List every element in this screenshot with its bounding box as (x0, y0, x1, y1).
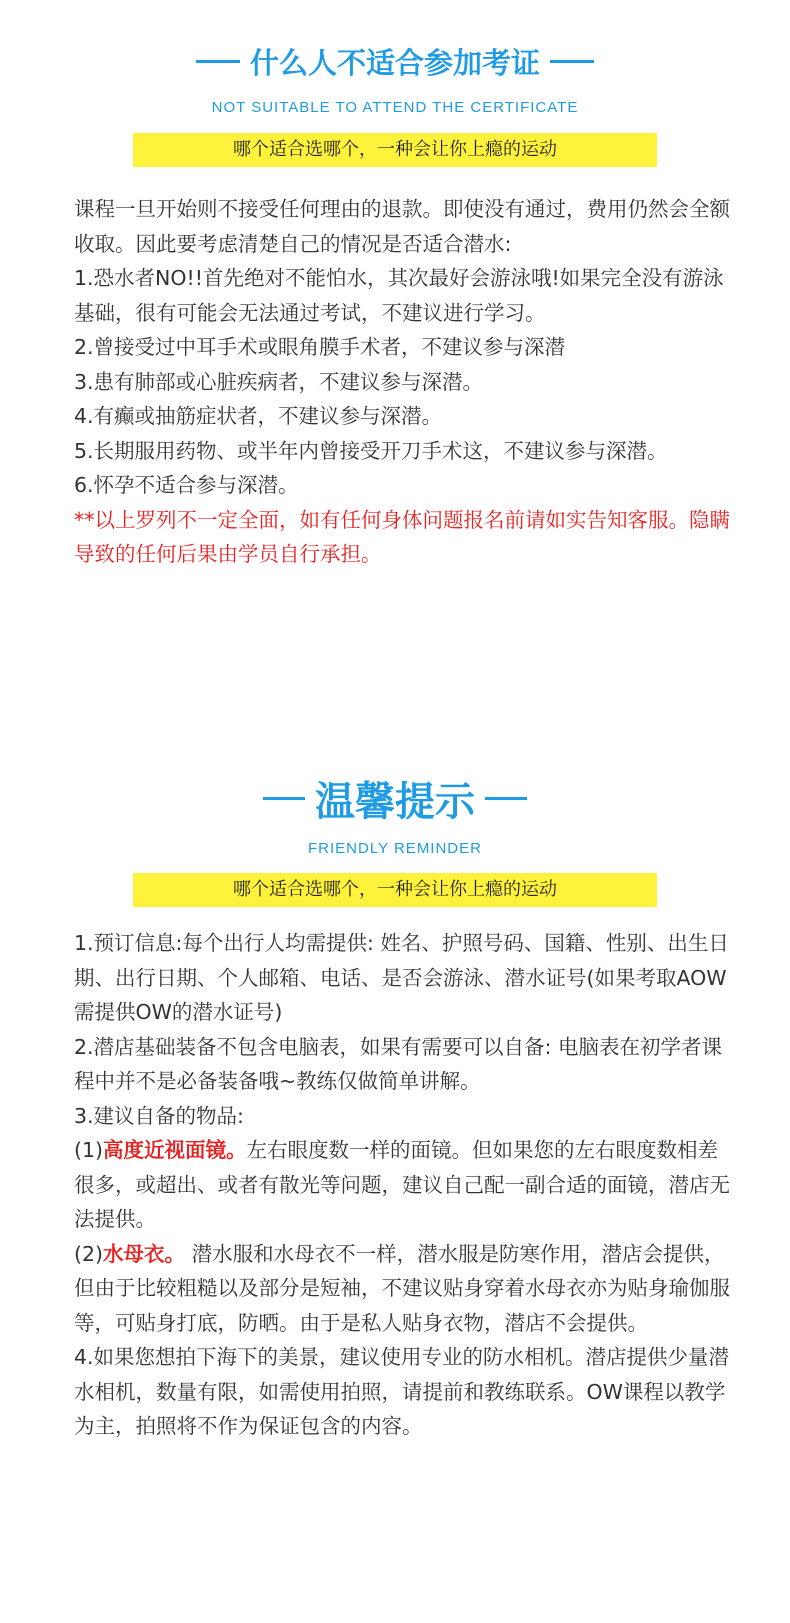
sub-item (74, 1133, 734, 1237)
list-item: 1.预订信息:每个出行人均需提供: 姓名、护照号码、国籍、性别、出生日期、出行日期、个人邮箱、电话、是否会游泳、潜水证号(如果考取AOW需提供OW的潜水证号) (74, 931, 729, 1024)
section2-subtitle: FRIENDLY REMINDER (308, 840, 482, 857)
list-item: 1.恐水者NO!!首先绝对不能怕水，其次最好会游泳哦!如果完全没有游泳基础，很有可能会无法通过考试，不建议进行学习。 (74, 266, 724, 325)
sub-item-highlight: 水母衣。 (103, 1241, 186, 1266)
sub-item-text: 左右眼度数一样的面镜。但如果您的左右眼度数相差很多，或超出、或者有散光等问题，建议自己配一副合适的面镜，潜店无法提供。 (74, 1138, 730, 1231)
list-item: 2.曾接受过中耳手术或眼角膜手术者，不建议参与深潜 (74, 335, 566, 359)
section2-title-row (0, 770, 790, 826)
section1-banner: 哪个适合选哪个，一种会让你上瘾的运动 (133, 133, 657, 167)
list-item: 3.建议自备的物品: (74, 1103, 244, 1128)
section1-body (74, 192, 734, 572)
section1-warning: **以上罗列不一定全面，如有任何身体问题报名前请如实告知客服。隐瞒导致的任何后果由学员自行承担。 (74, 507, 730, 566)
sub-item-prefix: (2) (74, 1241, 104, 1266)
list-item: 4.有癫或抽筋症状者，不建议参与深潜。 (74, 404, 443, 428)
title-dash-right (485, 797, 527, 800)
list-item: 4.如果您想拍下海下的美景，建议使用专业的防水相机。潜店提供少量潜水相机，数量有限，如需使用拍照，请提前和教练联系。OW课程以教学为主，拍照将不作为保证包含的内容。 (74, 1345, 730, 1438)
section1-title: 什么人不适合参加考证 (249, 45, 540, 80)
list-item: 5.长期服用药物、或半年内曾接受开刀手术这，不建议参与深潜。 (74, 438, 668, 463)
sub-item-text: 潜水服和水母衣不一样，潜水服是防寒作用，潜店会提供，但由于比较粗糙以及部分是短袖，不建议贴身穿着水母衣亦为贴身瑜伽服等，可贴身打底，防晒。由于是私人贴身衣物，潜店不会提供。 (74, 1241, 730, 1335)
list-item: 3.患有肺部或心脏疾病者，不建议参与深潜。 (74, 369, 484, 394)
sub-item-prefix: (1) (74, 1138, 104, 1162)
section1-subtitle: NOT SUITABLE TO ATTEND THE CERTIFICATE (211, 99, 579, 116)
section1-title-row (0, 38, 790, 84)
list-item: 6.怀孕不适合参与深潜。 (74, 473, 299, 497)
list-item: 2.潜店基础装备不包含电脑表，如果有需要可以自备: 电脑表在初学者课程中并不是必备装备哦~教练仅做简单讲解。 (74, 1034, 722, 1093)
title-dash-left (263, 797, 305, 800)
section2-title: 温馨提示 (315, 778, 475, 825)
section2-body (74, 926, 734, 1444)
title-dash-left (196, 60, 240, 63)
sub-item-highlight: 高度近视面镜。 (103, 1138, 247, 1162)
section1-intro: 课程一旦开始则不接受任何理由的退款。即使没有通过，费用仍然会全额收取。因此要考虑清楚自己的情况是否适合潜水: (74, 197, 730, 256)
section2-banner: 哪个适合选哪个，一种会让你上瘾的运动 (133, 873, 657, 907)
title-dash-right (550, 60, 594, 63)
sub-item (74, 1237, 734, 1341)
